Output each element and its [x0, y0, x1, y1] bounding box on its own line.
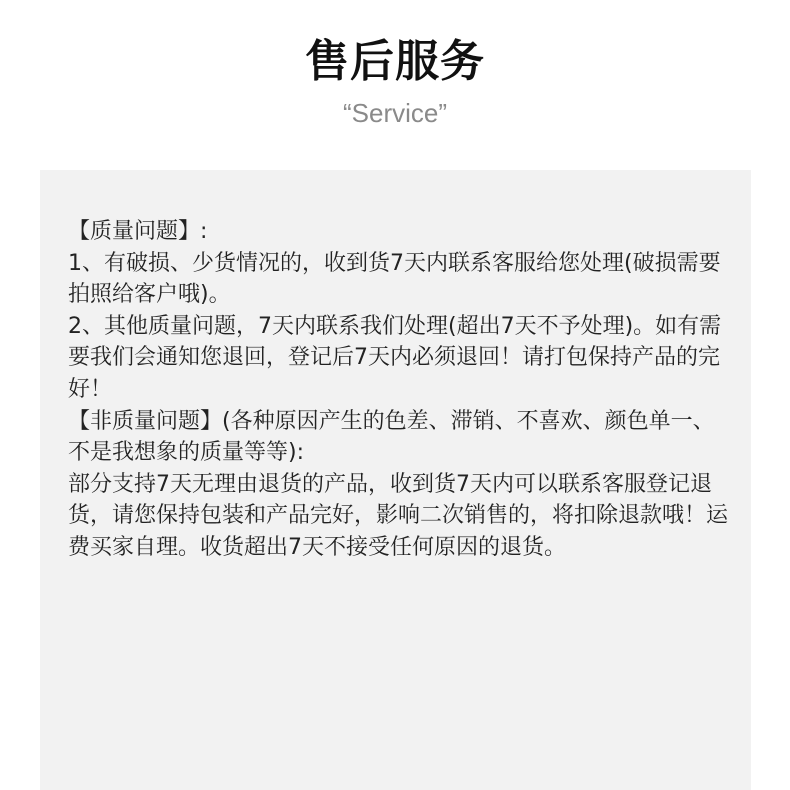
quality-issue-heading: 【质量问题】: [68, 219, 208, 244]
non-quality-issue-heading: 【非质量问题】(各种原因产生的色差、滞销、不喜欢、颜色单一、不是我想象的质量等等): [68, 408, 715, 466]
after-sales-policy-text [68, 216, 728, 564]
page-title: 售后服务 [305, 36, 485, 87]
page-subtitle: “Service” [342, 98, 447, 128]
quality-issue-item-2: 2、其他质量问题，7天内联系我们处理(超出7天不予处理)。如有需要我们会通知您退回，登记后7天内必须退回！请打包保持产品的完好！ [68, 313, 722, 402]
quality-issue-item-1: 1、有破损、少货情况的，收到货7天内联系客服给您处理(破损需要拍照给客户哦)。 [68, 250, 721, 308]
non-quality-issue-body: 部分支持7天无理由退货的产品，收到货7天内可以联系客服登记退货，请您保持包装和产品完好，影响二次销售的，将扣除退款哦！运费买家自理。收货超出7天不接受任何原因的退货。 [68, 471, 729, 560]
